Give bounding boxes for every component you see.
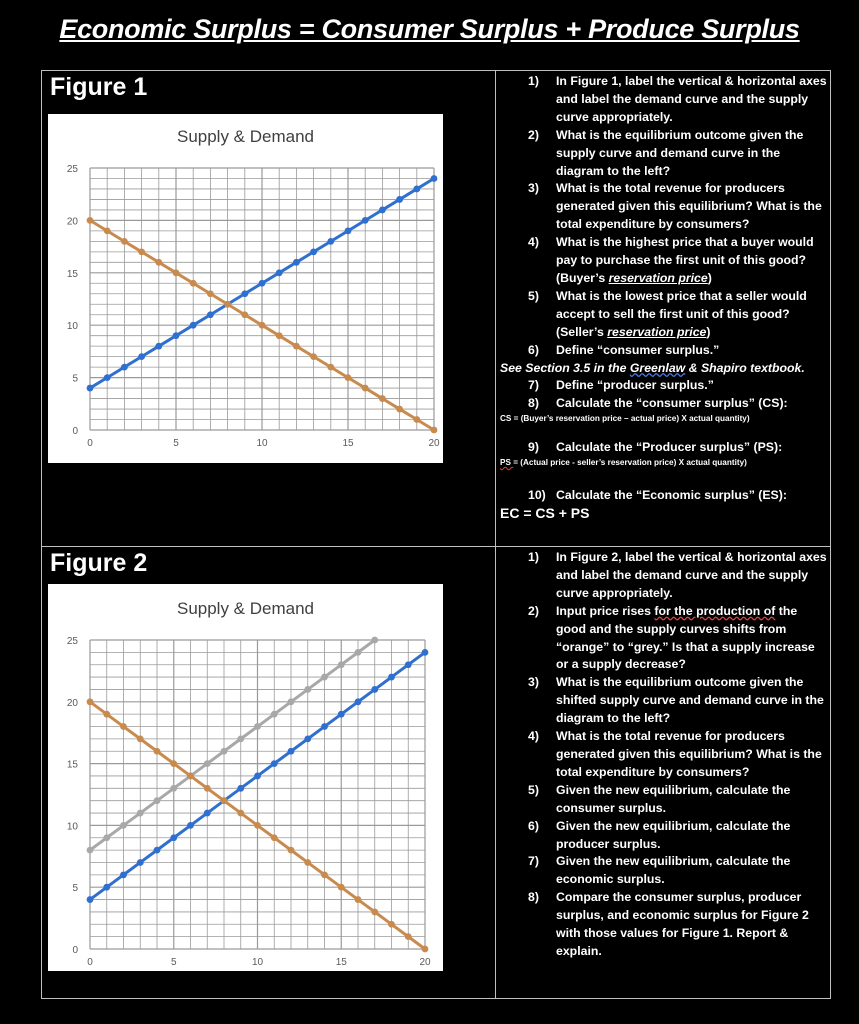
demand-point (221, 797, 228, 804)
supply-point (304, 735, 311, 742)
supply-point (321, 723, 328, 730)
question-text: Define “producer surplus.” (556, 378, 714, 393)
demand-point (224, 301, 231, 308)
question-item (500, 288, 830, 342)
question-number: 2) (528, 127, 539, 142)
supply-point (121, 364, 128, 371)
supply-point (254, 773, 261, 780)
demand-point (254, 822, 261, 829)
question-number: 4) (528, 729, 539, 744)
figure1-heading: Figure 1 (50, 73, 148, 101)
demand-point (304, 859, 311, 866)
question-text-part: the good and the supply curves shifts from “orange” to “grey.” Is that a supply increase or a supply decrease? (556, 603, 815, 672)
supply-point (154, 847, 161, 854)
demand-point (121, 238, 128, 245)
note-part: See Section 3.5 in the (500, 360, 630, 375)
shifted-supply-point (288, 698, 295, 705)
shifted-supply-point (87, 847, 94, 854)
question-number: 1) (528, 550, 539, 564)
demand-point (259, 322, 266, 329)
supply-point (293, 259, 300, 266)
figure2-questions-cell (495, 546, 831, 999)
shifted-supply-point (204, 760, 211, 767)
question-item (500, 234, 830, 288)
question-number: 7) (528, 854, 539, 869)
question-text: Calculate the “Economic surplus” (ES): (556, 488, 787, 503)
chart-title: Supply & Demand (176, 127, 315, 146)
figure2-question-list (500, 549, 830, 961)
ps-formula-rest: = (Actual price - seller’s reservation price) X actual quantity) (513, 458, 747, 468)
supply-point (405, 661, 412, 668)
reservation-price-term: reservation price (608, 270, 708, 285)
question-text (556, 288, 830, 342)
demand-point (103, 711, 110, 718)
figure1-questions-cell (495, 70, 831, 547)
question-number: 5) (528, 288, 539, 303)
supply-point (155, 343, 162, 350)
figure1-chart-svg (48, 114, 443, 463)
figure2-chart (48, 584, 443, 971)
y-tick-label: 5 (72, 373, 78, 385)
question-number: 8) (528, 396, 539, 411)
ps-formula (500, 457, 830, 469)
question-text: What is the total revenue for producers generated given this equilibrium? What is the total expenditure by consumers? (556, 729, 822, 779)
supply-point (431, 175, 438, 182)
question-item (500, 395, 830, 413)
textbook-note (500, 360, 830, 378)
question-number: 5) (528, 782, 539, 797)
shifted-supply-point (154, 797, 161, 804)
supply-point (276, 269, 283, 276)
chart-title: Supply & Demand (176, 599, 315, 618)
supply-point (190, 322, 197, 329)
demand-point (137, 735, 144, 742)
demand-point (321, 871, 328, 878)
question-number: 2) (528, 603, 539, 618)
question-number: 4) (528, 235, 539, 250)
supply-point (388, 674, 395, 681)
supply-point (237, 785, 244, 792)
question-text (556, 234, 830, 288)
question-item (500, 728, 830, 782)
shifted-supply-point (304, 686, 311, 693)
demand-point (204, 785, 211, 792)
demand-point (120, 723, 127, 730)
question-text: What is the equilibrium outcome given the shifted supply curve and demand curve in the diagram to the left? (556, 675, 824, 726)
y-tick-label: 20 (66, 216, 78, 228)
figure1-question-list (500, 73, 830, 523)
supply-point (396, 196, 403, 203)
shifted-supply-point (321, 674, 328, 681)
demand-point (293, 343, 300, 350)
shifted-supply-point (254, 723, 261, 730)
x-tick-label: 10 (251, 957, 264, 968)
y-tick-label: 10 (66, 321, 78, 333)
x-tick-label: 5 (173, 438, 179, 449)
x-tick-label: 0 (87, 438, 93, 449)
supply-point (422, 649, 429, 656)
shifted-supply-point (237, 735, 244, 742)
question-text-part: What is the highest price that a buyer would pay to purchase the first unit of this good? (Buyer’s (556, 235, 814, 285)
demand-point (396, 406, 403, 413)
demand-point (362, 385, 369, 392)
supply-point (207, 311, 214, 318)
figure1-chart-cell (41, 70, 496, 547)
shifted-supply-point (221, 748, 228, 755)
shifted-supply-point (170, 785, 177, 792)
note-author: Greenlaw (629, 360, 686, 375)
supply-point (338, 711, 345, 718)
supply-point (137, 859, 144, 866)
demand-point (271, 834, 278, 841)
demand-point (288, 847, 295, 854)
reservation-price-term: reservation price (607, 324, 707, 339)
question-text-part: Input price rises (556, 603, 655, 618)
supply-point (413, 186, 420, 193)
demand-point (413, 416, 420, 423)
question-number: 3) (528, 675, 539, 690)
question-text: In Figure 1, label the vertical & horizontal axes and label the demand curve and the supply curve appropriately. (556, 74, 827, 124)
question-item (500, 889, 830, 961)
supply-point (170, 834, 177, 841)
shifted-supply-point (103, 834, 110, 841)
y-tick-label: 0 (72, 945, 78, 956)
question-item (500, 180, 830, 234)
supply-point (204, 810, 211, 817)
question-item (500, 603, 830, 675)
question-item (500, 342, 830, 360)
question-number: 7) (528, 378, 539, 393)
question-text: Given the new equilibrium, calculate the consumer surplus. (556, 782, 791, 815)
production-phrase: for the production of (654, 603, 776, 618)
shifted-supply-line (90, 640, 375, 850)
y-tick-label: 5 (72, 883, 78, 895)
supply-point (327, 238, 334, 245)
question-text: Given the new equilibrium, calculate the producer surplus. (556, 818, 791, 851)
shifted-supply-point (271, 711, 278, 718)
demand-point (187, 773, 194, 780)
demand-point (155, 259, 162, 266)
figure2-chart-svg (48, 584, 443, 971)
demand-point (237, 810, 244, 817)
supply-point (371, 686, 378, 693)
question-text: What is the total revenue for producers generated given this equilibrium? What is the total expenditure by consumers? (556, 181, 822, 232)
demand-point (405, 933, 412, 940)
supply-point (355, 698, 362, 705)
question-text-part: ) (707, 270, 712, 285)
supply-point (379, 207, 386, 214)
demand-point (327, 364, 334, 371)
demand-point (170, 760, 177, 767)
question-number: 1) (528, 74, 539, 88)
question-item (500, 853, 830, 889)
shifted-supply-point (371, 637, 378, 644)
question-number: 8) (528, 890, 539, 905)
demand-point (173, 269, 180, 276)
question-item (500, 549, 830, 603)
x-tick-label: 5 (170, 957, 177, 968)
question-number: 9) (528, 440, 539, 455)
x-tick-label: 10 (256, 438, 268, 449)
demand-point (422, 946, 429, 953)
question-item (500, 439, 830, 457)
demand-point (87, 217, 94, 224)
demand-point (207, 290, 214, 297)
question-text-part: What is the lowest price that a seller would accept to sell the first unit of this good? (Seller’s (556, 288, 807, 339)
shifted-supply-point (338, 661, 345, 668)
supply-point (310, 248, 317, 255)
ec-formula: EC = CS + PS (500, 505, 590, 522)
x-tick-label: 15 (335, 957, 347, 968)
question-item (500, 674, 830, 728)
question-text: What is the equilibrium outcome given the supply curve and demand curve in the diagram to the left? (556, 127, 804, 178)
question-item (500, 377, 830, 395)
y-tick-label: 10 (66, 821, 78, 833)
x-tick-label: 20 (419, 957, 431, 968)
question-item (500, 73, 830, 127)
supply-point (288, 748, 295, 755)
y-tick-label: 15 (66, 759, 78, 771)
question-number: 6) (528, 818, 539, 833)
supply-point (87, 896, 94, 903)
demand-point (371, 909, 378, 916)
demand-point (431, 427, 438, 434)
figure2-heading: Figure 2 (50, 549, 148, 577)
question-item (500, 782, 830, 818)
y-tick-label: 25 (66, 636, 78, 647)
supply-point (362, 217, 369, 224)
question-item (500, 487, 830, 505)
demand-point (338, 884, 345, 891)
question-text: Given the new equilibrium, calculate the economic surplus. (556, 854, 791, 887)
demand-point (379, 395, 386, 402)
question-number: 3) (528, 181, 539, 196)
figure1-chart (48, 114, 443, 463)
demand-point (355, 896, 362, 903)
x-tick-label: 20 (428, 438, 440, 449)
supply-point (271, 760, 278, 767)
ps-formula-lead: PS (500, 458, 514, 468)
supply-point (104, 374, 111, 381)
supply-point (187, 822, 194, 829)
x-tick-label: 15 (342, 438, 354, 449)
question-item (500, 818, 830, 854)
demand-point (345, 374, 352, 381)
question-item (500, 127, 830, 181)
cs-formula: CS = (Buyer’s reservation price – actual price) X actual quantity) (500, 414, 750, 424)
figure2-chart-cell (41, 546, 496, 999)
supply-point (173, 332, 180, 339)
question-text: Compare the consumer surplus, producer surplus, and economic surplus for Figure 2 with those values for Figure 1. Report & explain. (556, 890, 809, 958)
question-number: 6) (528, 342, 539, 357)
supply-point (120, 871, 127, 878)
demand-point (104, 227, 111, 234)
note-part: & Shapiro textbook. (685, 360, 805, 375)
demand-point (154, 748, 161, 755)
shifted-supply-point (355, 649, 362, 656)
x-tick-label: 0 (87, 957, 93, 968)
supply-point (241, 290, 248, 297)
y-tick-label: 25 (66, 164, 78, 175)
question-text: In Figure 2, label the vertical & horizontal axes and label the demand curve and the supply curve appropriately. (556, 550, 827, 600)
supply-point (87, 385, 94, 392)
demand-point (276, 332, 283, 339)
demand-point (310, 353, 317, 360)
y-tick-label: 20 (66, 697, 78, 709)
demand-point (388, 921, 395, 928)
page-title: Economic Surplus = Consumer Surplus + Produce Surplus (59, 14, 800, 44)
supply-point (103, 884, 110, 891)
supply-point (138, 353, 145, 360)
question-text (556, 603, 830, 675)
supply-point (345, 227, 352, 234)
y-tick-label: 0 (72, 426, 78, 437)
demand-point (87, 698, 94, 705)
shifted-supply-point (137, 810, 144, 817)
demand-point (190, 280, 197, 287)
question-number: 10) (528, 488, 546, 503)
supply-point (259, 280, 266, 287)
question-text: Define “consumer surplus.” (556, 342, 720, 357)
question-text: Calculate the “consumer surplus” (CS): (556, 396, 788, 411)
question-text-part: ) (706, 324, 711, 339)
shifted-supply-point (120, 822, 127, 829)
question-text: Calculate the “Producer surplus” (PS): (556, 440, 783, 455)
y-tick-label: 15 (66, 268, 78, 280)
demand-point (241, 311, 248, 318)
demand-point (138, 248, 145, 255)
